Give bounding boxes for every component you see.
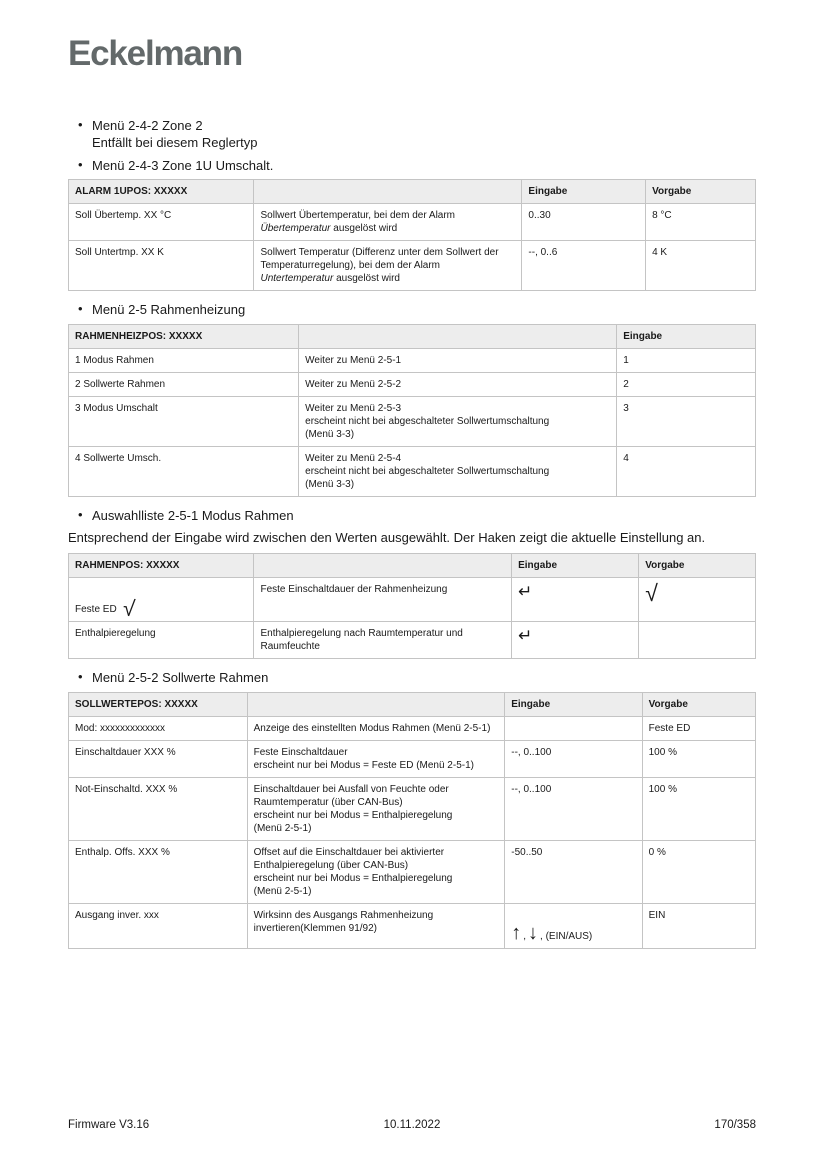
table-cell — [617, 372, 756, 396]
text-segment: Not-Einschaltd. XXX % — [75, 783, 178, 795]
text-segment: erscheint nicht bei abgeschalteter Sollwertumschaltung — [305, 415, 550, 427]
footer-date: 10.11.2022 — [383, 1119, 441, 1131]
table-cell — [69, 622, 254, 659]
bullet-menu-2-5-2 — [68, 669, 756, 687]
table-cell — [247, 903, 505, 948]
bullet-menu-2-4-3 — [68, 157, 756, 175]
bullet-text: • Auswahlliste 2-5-1 Modus Rahmen — [92, 507, 294, 523]
menu-bullet-list — [68, 117, 756, 175]
text-segment: Weiter zu Menü 2-5-2 — [305, 378, 402, 390]
text-segment: erscheint nur bei Modus = Feste ED (Menü 2-5-1) — [253, 759, 474, 771]
column-header — [254, 554, 512, 578]
check-icon: √ — [121, 595, 136, 622]
table-cell — [505, 777, 642, 840]
text-segment: 3 — [623, 402, 629, 414]
text-segment: 3 Modus Umschalt — [75, 402, 158, 414]
text-segment: Offset auf die Einschaltdauer bei aktivierter Enthalpieregelung (über CAN-Bus) — [253, 846, 445, 871]
text-segment: Feste Einschaltdauer — [253, 746, 348, 758]
text-segment: 8 °C — [652, 210, 672, 222]
alarm-1upos-table — [68, 179, 756, 291]
sollwertepos-table — [68, 692, 756, 949]
text-segment: -50..50 — [511, 846, 543, 858]
text-segment: ausgelöst wird — [333, 273, 400, 285]
text-segment: erscheint nur bei Modus = Enthalpieregelung — [253, 809, 453, 821]
table-cell — [254, 622, 512, 659]
text-segment: , (EIN/AUS) — [540, 930, 593, 942]
table-header-row — [69, 180, 756, 204]
text-segment: 0 % — [648, 846, 666, 858]
text-segment: Mod: xxxxxxxxxxxxx — [75, 722, 166, 734]
table-cell — [254, 578, 512, 622]
table-row — [69, 622, 756, 659]
text-segment: --, 0..6 — [528, 247, 558, 259]
text-segment: Übertemperatur — [260, 223, 331, 235]
text-segment: Untertemperatur — [260, 273, 334, 285]
table-cell — [642, 903, 755, 948]
text-segment: (Menü 2-5-1) — [253, 885, 312, 897]
text-segment: 4 Sollwerte Umsch. — [75, 452, 162, 464]
text-segment: Einschaltdauer XXX % — [75, 746, 176, 758]
table-cell — [69, 777, 248, 840]
table-header-row — [69, 692, 756, 716]
text-segment: Soll Untertmp. XX K — [75, 247, 164, 259]
table-cell — [522, 204, 646, 241]
bullet-text: • Menü 2-4-2 Zone 2 — [92, 117, 203, 133]
table-cell — [69, 204, 254, 241]
arrow-down-icon: ↓ — [528, 921, 539, 944]
table-row — [69, 840, 756, 903]
text-segment: 1 — [623, 354, 629, 366]
text-segment: 2 Sollwerte Rahmen — [75, 378, 166, 390]
column-header: Eingabe — [522, 180, 646, 204]
table-cell — [505, 840, 642, 903]
column-header: SOLLWERTEPOS: XXXXX — [69, 692, 248, 716]
table-cell — [505, 903, 642, 948]
text-segment: EIN — [648, 909, 666, 921]
bullet-text: Entfällt bei diesem Reglertyp — [92, 135, 258, 151]
table-row — [69, 396, 756, 446]
column-header: Eingabe — [512, 554, 639, 578]
text-segment: (Menü 2-5-1) — [253, 822, 312, 834]
text-segment: 100 % — [648, 746, 677, 758]
bullet-auswahlliste-2-5-1 — [68, 507, 756, 525]
eckelmann-logo: Eckelmann — [68, 34, 243, 73]
text-segment: Ausgang inver. xxx — [75, 909, 159, 921]
text-segment: 4 — [623, 452, 629, 464]
text-segment: 1 Modus Rahmen — [75, 354, 154, 366]
column-header: Eingabe — [617, 324, 756, 348]
table-cell — [639, 578, 756, 622]
table-cell — [299, 446, 617, 496]
table-cell — [617, 348, 756, 372]
table-row — [69, 716, 756, 740]
table-cell — [642, 840, 755, 903]
table-cell — [69, 903, 248, 948]
table-cell — [247, 740, 505, 777]
column-header: Eingabe — [505, 692, 642, 716]
column-header — [299, 324, 617, 348]
table-cell — [299, 396, 617, 446]
arrow-up-icon: ↑ — [511, 921, 522, 944]
table-row — [69, 740, 756, 777]
column-header — [247, 692, 505, 716]
text-segment: (Menü 3-3) — [305, 478, 355, 490]
text-segment: Einschaltdauer bei Ausfall von Feuchte oder Raumtemperatur (über CAN-Bus) — [253, 783, 449, 808]
text-segment: Enthalpieregelung nach Raumtemperatur und Raumfeuchte — [260, 628, 463, 653]
table-cell — [69, 396, 299, 446]
table-cell — [299, 348, 617, 372]
rahmenheizpos-table — [68, 324, 756, 497]
table-row — [69, 446, 756, 496]
bullet-menu-2-5 — [68, 301, 756, 319]
bullet-menu-2-4-2 — [68, 117, 756, 152]
table-cell — [646, 241, 756, 291]
table-cell — [299, 372, 617, 396]
table-cell — [69, 740, 248, 777]
column-header: ALARM 1UPOS: XXXXX — [69, 180, 254, 204]
text-segment: erscheint nicht bei abgeschalteter Sollwertumschaltung — [305, 465, 550, 477]
text-segment: 0..30 — [528, 210, 551, 222]
text-segment: --, 0..100 — [511, 783, 552, 795]
column-header: RAHMENPOS: XXXXX — [69, 554, 254, 578]
table-cell — [617, 396, 756, 446]
text-segment: (Menü 3-3) — [305, 428, 355, 440]
table-cell — [639, 622, 756, 659]
table-cell — [69, 241, 254, 291]
table-cell — [247, 840, 505, 903]
bullet-text: • Menü 2-5-2 Sollwerte Rahmen — [92, 670, 269, 686]
table-cell — [505, 740, 642, 777]
text-segment: 4 K — [652, 247, 668, 259]
text-segment: Feste ED — [648, 722, 691, 734]
column-header: Vorgabe — [639, 554, 756, 578]
text-segment: Sollwert Temperatur (Differenz unter dem Sollwert der Temperaturregelung), bei dem der Alarm — [260, 247, 499, 272]
table-cell — [522, 241, 646, 291]
text-segment: Sollwert Übertemperatur, bei dem der Alarm — [260, 210, 456, 222]
text-segment: 2 — [623, 378, 629, 390]
text-segment: Weiter zu Menü 2-5-4 — [305, 452, 402, 464]
enter-icon: ↵ — [518, 582, 533, 602]
table-row — [69, 204, 756, 241]
text-segment: erscheint nur bei Modus = Enthalpieregelung — [253, 872, 453, 884]
bullet-text: • Menü 2-4-3 Zone 1U Umschalt. — [92, 157, 274, 173]
table-header-row — [69, 324, 756, 348]
page-footer — [68, 1119, 756, 1131]
table-cell — [69, 348, 299, 372]
table-row — [69, 777, 756, 840]
enter-icon: ↵ — [518, 626, 533, 646]
text-segment: Enthalp. Offs. XXX % — [75, 846, 170, 858]
table-cell — [617, 446, 756, 496]
text-segment: Soll Übertemp. XX °C — [75, 210, 172, 222]
text-segment: ausgelöst wird — [330, 223, 398, 235]
table-cell — [642, 740, 755, 777]
table-cell — [646, 204, 756, 241]
table-cell — [247, 716, 505, 740]
column-header: Vorgabe — [646, 180, 756, 204]
table-cell — [254, 241, 522, 291]
table-cell — [69, 372, 299, 396]
table-cell — [642, 716, 755, 740]
text-segment: Feste ED — [75, 604, 117, 616]
selection-note: Entsprechend der Eingabe wird zwischen den Werten ausgewählt. Der Haken zeigt die aktuelle Einstellung an. — [68, 530, 706, 546]
text-segment: , — [523, 930, 527, 942]
table-cell — [642, 777, 755, 840]
column-header: Vorgabe — [642, 692, 755, 716]
table-cell — [69, 578, 254, 622]
rahmenpos-table — [68, 553, 756, 659]
table-cell — [69, 840, 248, 903]
table-row — [69, 578, 756, 622]
table-cell — [512, 578, 639, 622]
column-header: RAHMENHEIZPOS: XXXXX — [69, 324, 299, 348]
bullet-text: • Menü 2-5 Rahmenheizung — [92, 302, 246, 318]
table-row — [69, 348, 756, 372]
text-segment: Weiter zu Menü 2-5-3 — [305, 402, 402, 414]
text-segment: Weiter zu Menü 2-5-1 — [305, 354, 402, 366]
check-icon: √ — [645, 580, 658, 607]
text-segment: 100 % — [648, 783, 677, 795]
table-cell — [69, 446, 299, 496]
table-cell — [247, 777, 505, 840]
text-segment: Feste Einschaltdauer der Rahmenheizung — [260, 584, 448, 596]
table-header-row — [69, 554, 756, 578]
text-segment: Wirksinn des Ausgangs Rahmenheizung invertieren(Klemmen 91/92) — [253, 909, 434, 934]
footer-firmware-version: Firmware V3.16 — [68, 1119, 150, 1131]
table-cell — [505, 716, 642, 740]
table-cell — [254, 204, 522, 241]
table-row — [69, 903, 756, 948]
text-segment: --, 0..100 — [511, 746, 552, 758]
text-segment: Enthalpieregelung — [75, 628, 156, 640]
table-row — [69, 372, 756, 396]
table-cell — [69, 716, 248, 740]
page-content — [0, 36, 827, 949]
footer-page-number: 170/358 — [714, 1119, 756, 1131]
table-row — [69, 241, 756, 291]
column-header — [254, 180, 522, 204]
table-cell — [512, 622, 639, 659]
text-segment: Anzeige des einstellten Modus Rahmen (Menü 2-5-1) — [253, 722, 491, 734]
